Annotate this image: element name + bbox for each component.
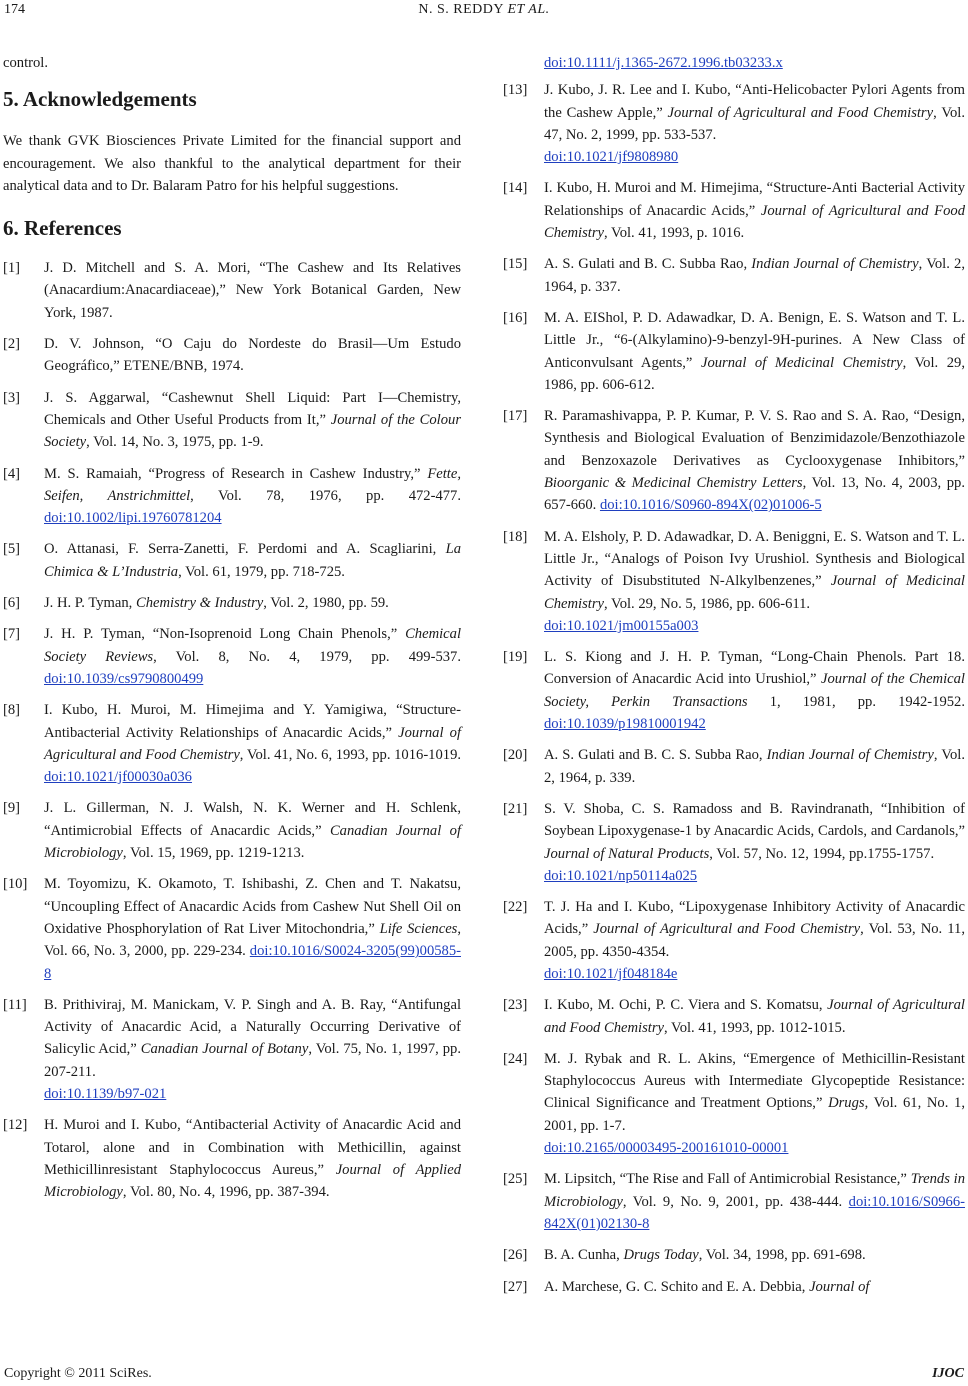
reference-number: [15]	[503, 256, 528, 273]
reference-details: , Vol. 61, No. 1, 2001, pp. 1-7.	[544, 1095, 965, 1134]
reference-details: , Vol. 47, No. 2, 1999, pp. 533-537.	[544, 104, 965, 143]
reference-text: A. S. Gulati and B. C. S. Subba Rao,	[544, 747, 767, 764]
reference-text: S. V. Shoba, C. S. Ramadoss and B. Ravindranath, “Inhibition of Soybean Lipoxygenase-1 by Anacardic Acids, Cardols, and Cardanols,”	[544, 800, 965, 840]
reference-entry	[503, 177, 965, 244]
reference-entry	[503, 526, 965, 637]
reference-text: I. Kubo, M. Ochi, P. C. Viera and S. Komatsu,	[544, 997, 828, 1014]
reference-details: , Vol. 41, 1993, p. 1016.	[604, 225, 745, 242]
reference-details: , Vol. 29, No. 5, 1986, pp. 606-611.	[604, 595, 811, 612]
reference-text: M. S. Ramaiah, “Progress of Research in Cashew Industry,”	[44, 465, 428, 482]
reference-journal: Journal of Agricultural and Food Chemistry	[593, 921, 861, 938]
reference-text: M. J. Rybak and R. L. Akins, “Emergence of Methicillin-Resistant Staphylococcus Aureus with Intermediate Glycopeptide Resistance: Clinical Significance and Treatment Options,”	[544, 1050, 965, 1112]
reference-details: , Vol. 41, No. 6, 1993, pp. 1016-1019.	[239, 746, 462, 763]
reference-details: , Vol. 34, 1998, pp. 691-698.	[698, 1247, 866, 1264]
reference-entry	[503, 1276, 965, 1298]
reference-journal: Journal of Medicinal Chemistry	[544, 573, 965, 612]
reference-list-left	[3, 257, 461, 1203]
reference-details: , Vol. 66, No. 3, 2000, pp. 229-234.	[44, 920, 462, 960]
reference-details: , Vol. 57, No. 12, 1994, pp.1755-1757.	[709, 845, 935, 862]
reference-details: , Vol. 13, No. 4, 2003, pp. 657-660.	[544, 475, 965, 514]
reference-number: [27]	[503, 1278, 528, 1295]
reference-number: [17]	[503, 408, 528, 425]
reference-journal: Fette, Seifen, Anstrichmittel	[44, 465, 461, 504]
reference-entry	[503, 405, 965, 516]
reference-entry	[3, 1114, 461, 1203]
reference-entry	[3, 797, 461, 864]
reference-journal: Drugs	[828, 1095, 865, 1112]
doi-link[interactable]: doi:10.2165/00003495-200161010-00001	[544, 1140, 789, 1157]
reference-journal: Life Sciences	[379, 920, 458, 937]
reference-text: R. Paramashivappa, P. P. Kumar, P. V. S. Rao and S. A. Rao, “Design, Synthesis and Biological Evaluation of Benzimidazole/Benzothiazole and Benzoxazole Derivatives as Cyclooxygenase Inhibitors,”	[544, 408, 965, 469]
reference-details: , Vol. 78, 1976, pp. 472-477.	[190, 487, 461, 504]
reference-text: O. Attanasi, F. Serra-Zanetti, F. Perdomi and A. Scagliarini,	[44, 541, 446, 558]
reference-text: B. Prithiviraj, M. Manickam, V. P. Singh and A. B. Ray, “Antifungal Activity of Anacardic Acid, a Naturally Occurring Derivative of Salicylic Acid,”	[44, 996, 461, 1058]
reference-text: J. L. Gillerman, N. J. Walsh, N. K. Werner and H. Schlenk, “Antimicrobial Effects of Anacardic Acids,”	[44, 800, 461, 839]
reference-journal: Journal of Agricultural and Food Chemistry	[667, 104, 934, 121]
reference-number: [26]	[503, 1247, 528, 1264]
reference-journal: Journal of the Colour Society	[44, 411, 461, 451]
reference-text: I. Kubo, H. Muroi, M. Himejima and Y. Yamigiwa, “Structure-Antibacterial Activity Relationships of Anacardic Acids,”	[44, 702, 461, 741]
reference-details: , Vol. 2, 1964, p. 339.	[544, 747, 965, 786]
reference-text: J. S. Aggarwal, “Cashewnut Shell Liquid: Part I—Chemistry, Chemicals and Other Useful Products from It,”	[44, 389, 461, 428]
reference-details: , Vol. 14, No. 3, 1975, pp. 1-9.	[86, 434, 264, 451]
reference-journal: Journal of Natural Products	[544, 845, 710, 862]
reference-number: [23]	[503, 997, 528, 1014]
reference-entry	[503, 79, 965, 168]
reference-number: [9]	[3, 800, 21, 817]
reference-text: M. Lipsitch, “The Rise and Fall of Antimicrobial Resistance,”	[544, 1171, 911, 1188]
reference-number: [10]	[3, 876, 28, 893]
reference-text: J. Kubo, J. R. Lee and I. Kubo, “Anti-Helicobacter Pylori Agents from the Cashew Apple,”	[544, 82, 965, 121]
reference-entry	[503, 1244, 965, 1266]
reference-journal: Journal of Applied Microbiology	[44, 1161, 461, 1201]
references-heading: 6. References	[3, 216, 122, 241]
running-head-authors: N. S. REDDY	[418, 2, 504, 17]
reference-journal: Canadian Journal of Botany	[140, 1041, 309, 1058]
doi-link[interactable]: doi:10.1111/j.1365-2672.1996.tb03233.x	[544, 55, 783, 71]
reference-journal: Drugs Today	[623, 1247, 699, 1264]
reference-text: A. Marchese, G. C. Schito and E. A. Debbia,	[544, 1278, 810, 1295]
doi-link[interactable]: doi:10.1021/np50114a025	[544, 867, 698, 884]
reference-journal: Trends in Microbiology	[544, 1171, 966, 1210]
doi-link[interactable]: doi:10.1016/S0960-894X(02)01006-5	[599, 497, 822, 514]
doi-link[interactable]: doi:10.1039/p19810001942	[544, 716, 706, 733]
reference-entry	[503, 896, 965, 985]
reference-details: , Vol. 15, 1969, pp. 1219-1213.	[122, 845, 305, 862]
reference-number: [2]	[3, 336, 21, 353]
reference-journal: Canadian Journal of Microbiology	[44, 822, 461, 862]
page-number: 174	[4, 2, 25, 17]
reference-text: L. S. Kiong and J. H. P. Tyman, “Long-Chain Phenols. Part 18. Conversion of Anacardic Acid into Urushiol,”	[544, 649, 965, 688]
reference-list-right	[503, 52, 965, 1298]
reference-journal: Journal of Medicinal Chemistry	[700, 354, 903, 371]
reference-entry	[3, 699, 461, 788]
reference-journal: Indian Journal of Chemistry	[751, 256, 919, 273]
reference-text: H. Muroi and I. Kubo, “Antibacterial Activity of Anacardic Acid and Totarol, alone and in Combination with Methicillin, against Methicillinresistant Staphylococcus Aureus,”	[44, 1117, 461, 1178]
doi-link[interactable]: doi:10.1002/lipi.19760781204	[44, 510, 222, 527]
reference-entry	[3, 387, 461, 454]
running-head-etal: ET AL.	[507, 2, 550, 17]
reference-entry	[503, 994, 965, 1039]
page-header	[0, 0, 968, 22]
reference-details: , Vol. 29, 1986, pp. 606-612.	[544, 354, 965, 393]
reference-text: B. A. Cunha,	[544, 1247, 624, 1264]
reference-details: , Vol. 9, No. 9, 2001, pp. 438-444.	[622, 1193, 849, 1210]
reference-number: [3]	[3, 389, 21, 406]
reference-entry	[3, 592, 461, 614]
reference-journal: Journal of Agricultural and Food Chemistry	[44, 724, 462, 763]
reference-number: [24]	[503, 1050, 528, 1067]
reference-text: M. A. EIShol, P. D. Adawadkar, D. A. Benign, E. S. Watson and T. L. Little Jr., “6-(Alkylamino)-9-benzyl-9H-purines. A New Class of Anticonvulsant Agents,”	[544, 309, 965, 371]
reference-entry	[503, 798, 965, 887]
doi-link[interactable]: doi:10.1016/S0024-3205(99)00585-8	[44, 943, 461, 982]
reference-entry	[503, 1168, 965, 1235]
reference-number: [5]	[3, 541, 21, 558]
reference-number: [6]	[3, 595, 21, 612]
continuation-text: control.	[3, 55, 48, 71]
right-column	[503, 52, 965, 1307]
reference-journal: Journal of Agricultural and Food Chemistry	[544, 997, 965, 1036]
reference-text: J. H. P. Tyman, “Non-Isoprenoid Long Chain Phenols,”	[44, 626, 406, 643]
reference-entry	[503, 1048, 965, 1159]
reference-details: 1, 1981, pp. 1942-1952.	[747, 693, 965, 710]
reference-entry	[503, 646, 965, 735]
acknowledgements-heading: 5. Acknowledgements	[3, 87, 197, 112]
reference-journal: Journal of	[809, 1278, 870, 1295]
reference-text: M. A. Elsholy, P. D. Adawadkar, D. A. Beniggni, E. S. Watson and T. L. Little Jr., “Analogs of Poison Ivy Urushiol. Synthesis and Biological Activity of Disubstituted N-Alkylbenzenes,”	[544, 528, 965, 590]
reference-entry	[3, 257, 461, 324]
reference-doi-continuation	[503, 52, 965, 74]
journal-abbrev: IJOC	[932, 1366, 964, 1381]
reference-text: D. V. Johnson, “O Caju do Nordeste do Brasil—Um Estudo Geográfico,” ETENE/BNB, 1974.	[44, 336, 461, 375]
reference-entry	[3, 873, 461, 984]
reference-entry	[3, 333, 461, 378]
doi-link[interactable]: doi:10.1021/jm00155a003	[544, 617, 699, 634]
reference-number: [21]	[503, 800, 528, 817]
doi-link[interactable]: doi:10.1139/b97-021	[44, 1085, 167, 1102]
reference-number: [19]	[503, 649, 528, 666]
reference-details: , Vol. 80, No. 4, 1996, pp. 387-394.	[122, 1184, 330, 1201]
reference-number: [14]	[503, 180, 528, 197]
running-head	[0, 2, 968, 18]
doi-link[interactable]: doi:10.1039/cs9790800499	[44, 670, 204, 687]
reference-journal: Chemistry & Industry	[135, 595, 264, 612]
reference-journal: Chemical Society Reviews	[44, 626, 461, 665]
reference-text: T. J. Ha and I. Kubo, “Lipoxygenase Inhibitory Activity of Anacardic Acids,”	[544, 899, 965, 938]
reference-details: , Vol. 2, 1980, pp. 59.	[263, 595, 389, 612]
reference-journal: La Chimica & L’Industria	[44, 541, 461, 580]
reference-number: [4]	[3, 465, 21, 482]
reference-entry	[3, 994, 461, 1105]
doi-link[interactable]: doi:10.1021/jf00030a036	[44, 769, 192, 786]
reference-text: J. H. P. Tyman,	[44, 595, 136, 612]
reference-entry	[3, 623, 461, 690]
doi-link[interactable]: doi:10.1016/S0966-842X(01)02130-8	[544, 1193, 965, 1232]
reference-details: , Vol. 75, No. 1, 1997, pp. 207-211.	[44, 1041, 461, 1080]
reference-text: J. D. Mitchell and S. A. Mori, “The Cashew and Its Relatives (Anacardium:Anacardiaceae),” New York Botanical Garden, New York, 1987.	[44, 260, 461, 321]
left-column	[3, 52, 461, 1212]
reference-number: [11]	[3, 996, 27, 1013]
reference-entry	[503, 307, 965, 396]
reference-text: I. Kubo, H. Muroi and M. Himejima, “Structure-Anti Bacterial Activity Relationships of Anacardic Acids,”	[544, 180, 965, 219]
reference-number: [18]	[503, 528, 528, 545]
reference-journal: Journal of the Chemical Society, Perkin Transactions	[544, 671, 965, 710]
reference-details: , Vol. 2, 1964, p. 337.	[544, 256, 965, 295]
reference-number: [16]	[503, 309, 528, 326]
reference-number: [25]	[503, 1171, 528, 1188]
reference-entry	[3, 538, 461, 583]
reference-number: [12]	[3, 1117, 28, 1134]
reference-details: , Vol. 61, 1979, pp. 718-725.	[178, 563, 345, 580]
reference-text: M. Toyomizu, K. Okamoto, T. Ishibashi, Z. Chen and T. Nakatsu, “Uncoupling Effect of Anacardic Acids from Cashew Nut Shell Oil on Oxidative Phosphorylation of Rat Liver Mitochondria,”	[44, 876, 461, 937]
reference-journal: Bioorganic & Medicinal Chemistry Letters	[544, 475, 803, 492]
reference-journal: Journal of Agricultural and Food Chemistry	[544, 202, 965, 242]
doi-link[interactable]: doi:10.1021/jf9808980	[544, 149, 679, 166]
reference-number: [8]	[3, 702, 21, 719]
reference-details: , Vol. 8, No. 4, 1979, pp. 499-537.	[153, 648, 461, 665]
reference-journal: Indian Journal of Chemistry	[766, 747, 934, 764]
reference-details: , Vol. 41, 1993, pp. 1012-1015.	[664, 1019, 846, 1036]
reference-entry	[3, 463, 461, 530]
reference-number: [1]	[3, 260, 21, 277]
reference-number: [22]	[503, 899, 528, 916]
reference-entry	[503, 253, 965, 298]
reference-number: [13]	[503, 82, 528, 99]
reference-number: [20]	[503, 747, 528, 764]
reference-entry	[503, 744, 965, 789]
copyright-notice: Copyright © 2011 SciRes.	[4, 1366, 152, 1381]
reference-number: [7]	[3, 626, 21, 643]
acknowledgements-text: We thank GVK Biosciences Private Limited for the financial support and encouragement. We also thankful to the analytical department for their analytical data and to Dr. Balaram Patro for his helpful suggestions.	[3, 133, 461, 194]
doi-link[interactable]: doi:10.1021/jf048184e	[544, 965, 678, 982]
reference-text: A. S. Gulati and B. C. Subba Rao,	[544, 256, 752, 273]
reference-details: , Vol. 53, No. 11, 2005, pp. 4350-4354.	[544, 921, 965, 960]
